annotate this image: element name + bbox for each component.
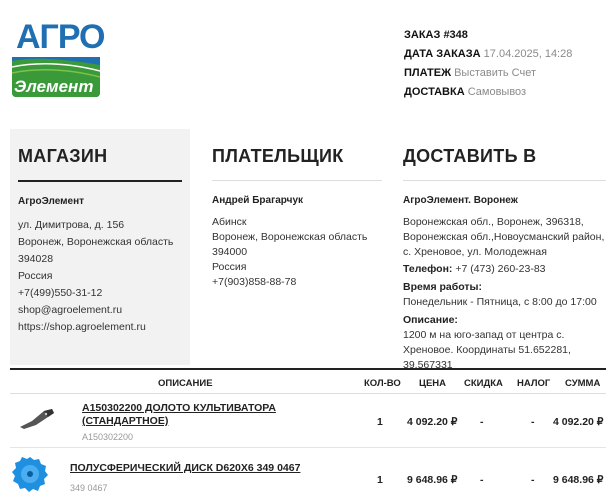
divider	[212, 180, 382, 181]
col-qty: КОЛ-ВО	[364, 378, 401, 389]
item-tax: -	[531, 474, 535, 486]
item-sku: А150302200	[82, 432, 134, 442]
ship-hours-label: Время работы:	[403, 281, 483, 293]
item-price: 9 648.96 ₽	[407, 474, 458, 486]
order-date-value: 17.04.2025, 14:28	[483, 48, 573, 60]
table-header	[10, 368, 606, 394]
payment-label: ПЛАТЕЖ	[404, 67, 452, 79]
item-tax: -	[531, 416, 535, 428]
hemispherical-disc-image	[12, 456, 48, 495]
payer-column	[212, 129, 382, 365]
address-columns	[10, 129, 606, 371]
order-summary	[404, 26, 572, 102]
item-title-line: А150302200 ДОЛОТО КУЛЬТИВАТОРА	[82, 402, 276, 414]
col-tax: НАЛОГ	[517, 378, 551, 389]
payer-name: Андрей Брагарчук	[212, 195, 304, 206]
ship-heading: ДОСТАВИТЬ В	[403, 146, 537, 166]
delivery-label: ДОСТАВКА	[404, 86, 465, 98]
col-discount: СКИДКА	[464, 378, 503, 389]
shop-name: АгроЭлемент	[18, 196, 85, 207]
item-title-line: ПОЛУСФЕРИЧЕСКИЙ ДИСК D620Х6 349 0467	[70, 462, 301, 474]
table-row	[10, 394, 606, 448]
ship-address-line: с. Хреновое, ул. Молодежная	[403, 246, 547, 258]
logo-top-text: АГРО	[16, 18, 105, 56]
col-price: ЦЕНА	[419, 378, 446, 389]
col-total: СУММА	[565, 378, 601, 389]
ship-phone	[403, 262, 606, 277]
order-number: ЗАКАЗ #348	[404, 29, 468, 41]
shop-city: Воронеж, Воронежская область	[18, 236, 174, 248]
item-sku: 349 0467	[70, 483, 108, 493]
payer-region: Воронеж, Воронежская область	[212, 231, 368, 243]
item-discount: -	[480, 416, 484, 428]
payer-zip: 394000	[212, 246, 248, 258]
delivery-value: Самовывоз	[467, 86, 527, 98]
ship-phone-label: Телефон:	[403, 263, 453, 275]
ship-desc-line: 39.567331	[403, 359, 453, 371]
payer-city: Абинск	[212, 216, 247, 228]
item-qty: 1	[377, 474, 383, 486]
payment-value: Выставить Счет	[454, 67, 537, 79]
ship-phone-value: +7 (473) 260-23-83	[455, 263, 546, 275]
shop-phone: +7(499)550-31-12	[18, 287, 103, 299]
item-total: 9 648.96 ₽	[553, 474, 604, 486]
item-price: 4 092.20 ₽	[407, 416, 458, 428]
item-title-link[interactable]	[70, 462, 300, 475]
order-items-table	[10, 368, 606, 500]
ship-desc-line: 1200 м на юго-запад от центра с.	[403, 329, 565, 341]
ship-desc-label: Описание:	[403, 314, 458, 326]
table-row	[10, 448, 606, 500]
ship-column	[403, 129, 606, 371]
item-title-link[interactable]	[82, 402, 276, 428]
logo-bottom-text: Элемент	[14, 77, 94, 96]
ship-desc-line: Хреновое. Координаты 51.652281,	[403, 344, 571, 356]
divider	[403, 180, 606, 181]
cultivator-chisel-image	[18, 407, 56, 434]
payer-country: Россия	[212, 261, 247, 273]
col-description: ОПИСАНИЕ	[158, 378, 213, 389]
item-title-line: (СТАНДАРТНОЕ)	[82, 415, 169, 427]
ship-hours-value: Понедельник - Пятница, с 8:00 до 17:00	[403, 296, 597, 308]
shop-email: shop@agroelement.ru	[18, 304, 123, 316]
ship-address-line: Воронежская обл.,Новоусманский район,	[403, 231, 605, 243]
shop-website: https://shop.agroelement.ru	[18, 321, 146, 333]
item-qty: 1	[377, 416, 383, 428]
order-date-label: ДАТА ЗАКАЗА	[404, 48, 481, 60]
item-discount: -	[480, 474, 484, 486]
shop-heading: МАГАЗИН	[18, 146, 108, 166]
ship-address-line: Воронежская обл., Воронеж, 396318,	[403, 216, 584, 228]
shop-column	[10, 129, 190, 365]
divider	[18, 180, 182, 182]
shop-address-line: ул. Димитрова, д. 156	[18, 219, 125, 231]
shop-country: Россия	[18, 270, 53, 282]
payer-heading: ПЛАТЕЛЬЩИК	[212, 146, 344, 166]
ship-name: АгроЭлемент. Воронеж	[403, 195, 518, 206]
shop-zip: 394028	[18, 253, 54, 265]
item-total: 4 092.20 ₽	[553, 416, 604, 428]
agroelement-logo	[12, 17, 105, 97]
payer-phone: +7(903)858-88-78	[212, 276, 297, 288]
